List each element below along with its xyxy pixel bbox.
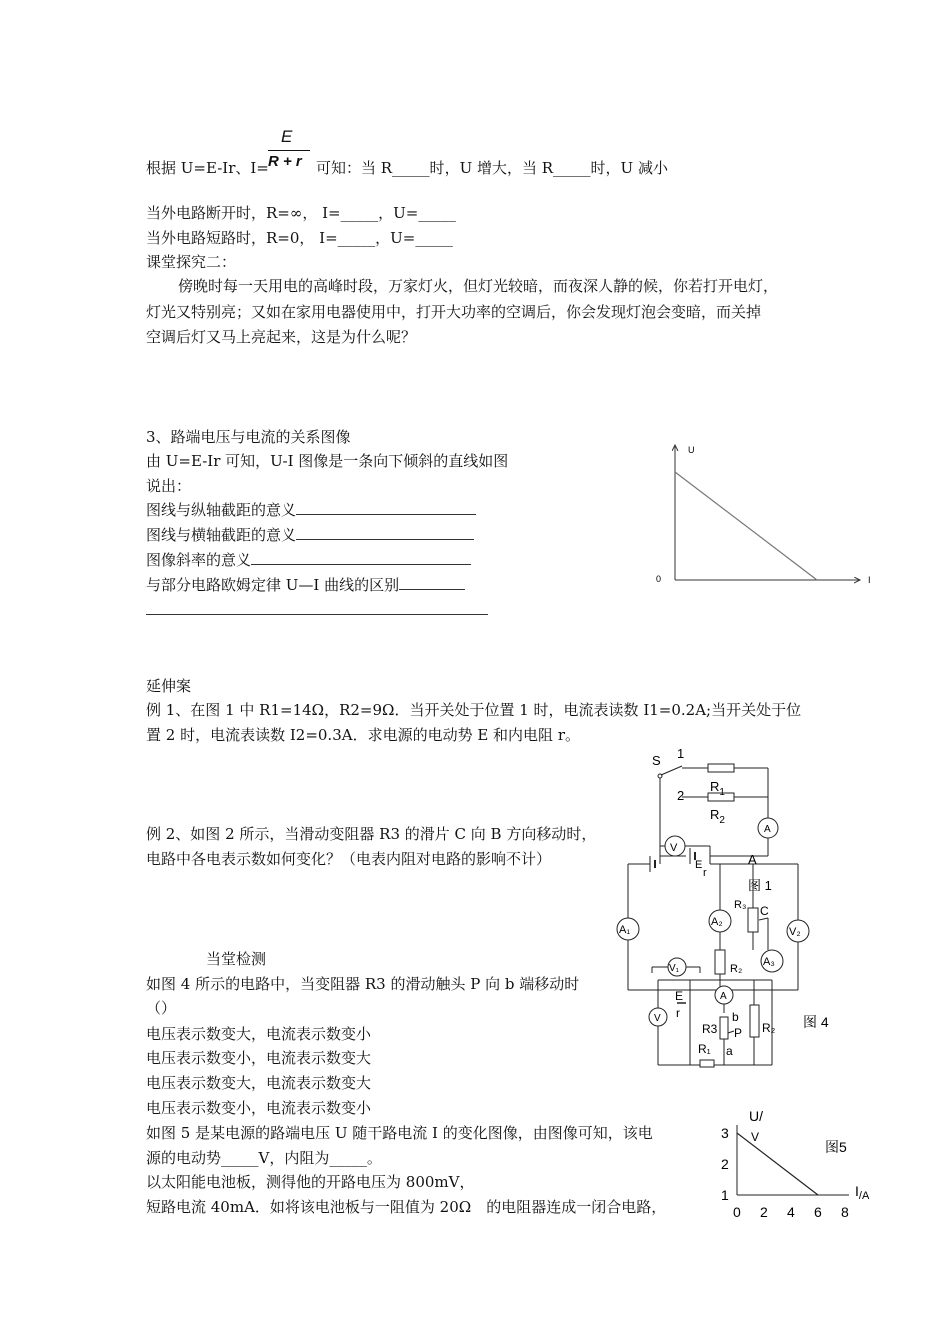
fig5-xlabel: $I_{/A}$ — [855, 1183, 870, 1202]
fig5-y-tick: 3 — [721, 1125, 729, 1141]
fig1-ammeter-label: A — [764, 824, 771, 835]
section3-q2: 图线与横轴截距的意义 — [146, 525, 474, 545]
fig2-r3 — [748, 908, 758, 932]
fig5-ylabel-v: V — [751, 1130, 760, 1144]
fig1-caption: 图 1 — [748, 878, 772, 893]
fraction-denominator: R + r — [268, 153, 302, 170]
fig2-node-a: A — [748, 852, 757, 867]
fig2-r2-label: R₂ — [730, 963, 743, 975]
fig4-p-label: P — [734, 1026, 743, 1040]
fig4-r2 — [750, 1005, 759, 1037]
fig1-pos2: 2 — [677, 788, 685, 803]
fig2-a1-label: A₁ — [619, 924, 631, 936]
fig1-r1 — [708, 764, 734, 772]
fig2-voltmeter-label: V — [670, 842, 678, 854]
graph-line — [675, 472, 817, 580]
section3-q4: 与部分电路欧姆定律 U—I 曲线的区别 — [146, 575, 465, 595]
check-q3-line1: 以太阳能电池板，测得他的开路电压为 800mV， — [146, 1173, 475, 1191]
example2-line1: 例 2、如图 2 所示，当滑动变阻器 R3 的滑片 C 向 B 方向移动时， — [146, 825, 597, 843]
section3-line1: 由 U=E-Ir 可知，U-I 图像是一条向下倾斜的直线如图 — [146, 452, 509, 470]
fig4-r3 — [720, 1017, 728, 1039]
option-d: 电压表示数变小，电流表示数变小 — [146, 1099, 372, 1117]
check-title: 当堂检测 — [206, 950, 267, 968]
fig4-r-label: r — [676, 1006, 680, 1020]
fig2-a2-label: A₂ — [711, 916, 723, 928]
fig4-voltmeter-label: V — [654, 1013, 661, 1024]
fig5-x-tick: 0 — [733, 1204, 741, 1220]
section3-line2: 说出： — [146, 477, 192, 495]
fig5-series-line — [737, 1133, 818, 1195]
fig4-b-label: b — [732, 1010, 739, 1024]
fig5-x-tick: 6 — [814, 1204, 822, 1220]
section3-q1: 图线与纵轴截距的意义 — [146, 500, 476, 520]
fig5-x-tick: 2 — [760, 1204, 768, 1220]
fig4-ammeter-label: A — [720, 991, 727, 1002]
fig5-title: 图5 — [825, 1139, 847, 1155]
graph-x-label: I — [868, 575, 871, 585]
fig2-v2-label: V₂ — [789, 926, 801, 938]
formula-suffix: 可知：当 R_____时，U 增大，当 R_____时，U 减小 — [316, 159, 668, 177]
fig5-x-tick: 8 — [841, 1204, 849, 1220]
ui-graph — [650, 440, 880, 600]
answer-line — [146, 614, 488, 615]
fig1-r1-label: $R_1$ — [710, 779, 725, 798]
fig4-r1 — [700, 1060, 714, 1067]
inquiry2-line2: 灯光又特别亮；又如在家用电器使用中，打开大功率的空调后，你会发现灯泡会变暗，而关掉 — [146, 303, 762, 321]
section3-title: 3、路端电压与电流的关系图像 — [146, 428, 351, 446]
short-circuit-line: 当外电路短路时，R=0， I=_____，U=_____ — [146, 229, 453, 247]
fig2-r3-label: R₃ — [734, 899, 747, 911]
fraction-numerator: E — [281, 127, 293, 146]
section3-q3: 图像斜率的意义 — [146, 550, 471, 570]
example1-line1: 例 1、在图 1 中 R1=14Ω，R2=9Ω．当开关处于位置 1 时，电流表读数 I1=0.2A;当开关处于位 — [146, 701, 802, 719]
fig4-r3-label: R3 — [702, 1022, 718, 1036]
example1-line2: 置 2 时，电流表读数 I2=0.3A．求电源的电动势 E 和内电阻 r。 — [146, 726, 580, 744]
fig4-r1-label: R₁ — [698, 1042, 711, 1056]
example2-line2: 电路中各电表示数如何变化？（电表内阻对电路的影响不计） — [146, 850, 552, 868]
circuit-fig4 — [640, 955, 840, 1073]
option-c: 电压表示数变大，电流表示数变大 — [146, 1074, 372, 1092]
fig1-battery-r: r — [703, 867, 707, 879]
check-q1-line1: 如图 4 所示的电路中，当变阻器 R3 的滑动触头 P 向 b 端移动时 — [146, 975, 580, 993]
fig4-a-label: a — [726, 1044, 733, 1058]
fig2-c-label: C — [760, 904, 769, 918]
fig4-caption: 图 4 — [803, 1014, 829, 1030]
open-circuit-line: 当外电路断开时，R=∞， I=_____，U=_____ — [146, 204, 456, 222]
fig4-e-label: E — [675, 989, 684, 1003]
fig2-a3-label: A₃ — [763, 956, 775, 968]
inquiry2-title: 课堂探究二： — [146, 253, 237, 271]
check-q2-line2: 源的电动势_____V，内阻为_____。 — [146, 1149, 382, 1167]
fig5-chart — [715, 1105, 885, 1223]
extension-title: 延伸案 — [146, 677, 192, 695]
graph-y-label: U — [688, 445, 695, 455]
fig5-ylabel-u: U/ — [749, 1108, 763, 1124]
inquiry2-line3: 空调后灯又马上亮起来，这是为什么呢？ — [146, 328, 417, 346]
fig4-v1-label: V₁ — [669, 963, 680, 974]
check-q3-line2: 短路电流 40mA．如将该电池板与一阻值为 20Ω 的电阻器连成一闭合电路， — [146, 1198, 667, 1216]
fig5-y-tick: 2 — [721, 1156, 729, 1172]
fig5-y-tick: 1 — [721, 1187, 729, 1203]
fig5-x-tick: 4 — [787, 1204, 795, 1220]
check-q1-line2: （） — [146, 999, 177, 1017]
formula-prefix: 根据 U=E-Ir、I= — [146, 159, 269, 177]
check-q2-line1: 如图 5 是某电源的路端电压 U 随干路电流 I 的变化图像，由图像可知，该电 — [146, 1124, 653, 1142]
inquiry2-line1: 傍晚时每一天用电的高峰时段，万家灯火，但灯光较暗，而夜深人静的候，你若打开电灯， — [178, 277, 779, 295]
option-b: 电压表示数变小，电流表示数变大 — [146, 1049, 372, 1067]
graph-origin: 0 — [656, 574, 662, 584]
fig1-r2-label: $R_2$ — [710, 807, 725, 826]
fraction-bar — [268, 150, 310, 151]
fig4-r2-label: R₂ — [762, 1021, 776, 1035]
fig1-battery-e: E — [695, 859, 703, 871]
fig1-switch-label: S — [652, 753, 661, 768]
fig1-pos1: 1 — [677, 746, 685, 761]
option-a: 电压表示数变大，电流表示数变小 — [146, 1025, 372, 1043]
